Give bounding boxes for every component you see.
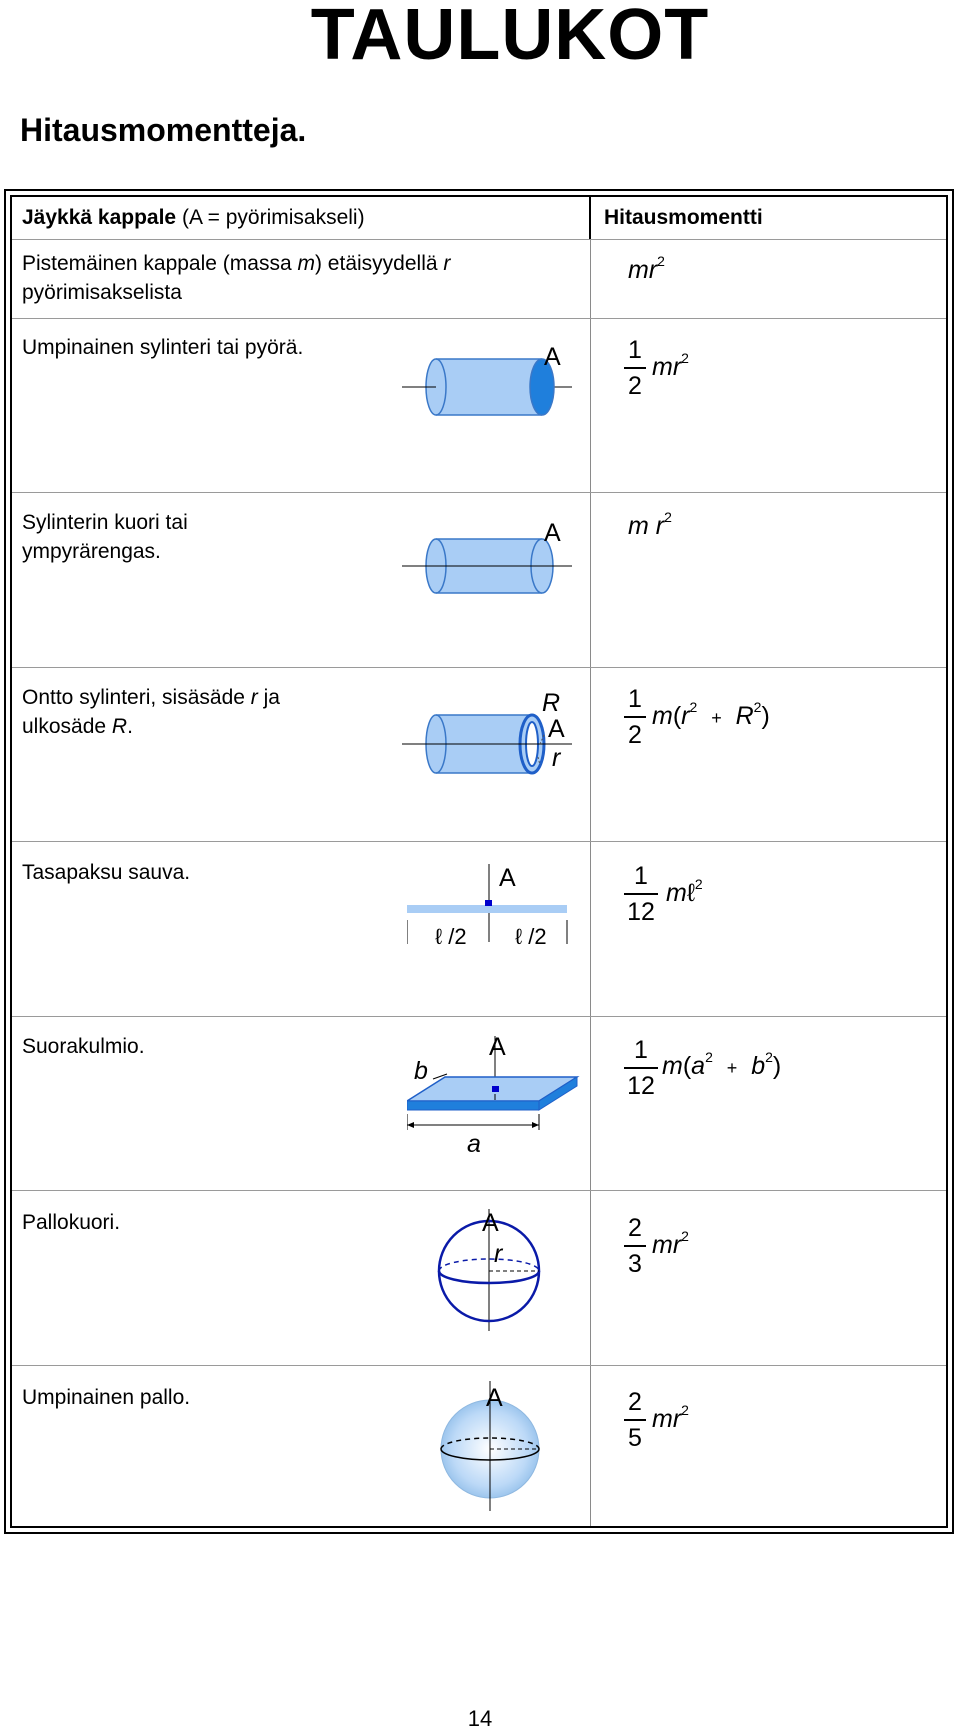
row6-b-label <box>414 1057 428 1086</box>
row-separator <box>12 1365 946 1366</box>
column-divider <box>590 197 591 1526</box>
row-separator <box>12 318 946 319</box>
header-column-divider <box>589 197 591 239</box>
row8-fraction-den: 5 <box>628 1423 642 1452</box>
header-body-bold: Jäykkä kappale <box>22 206 177 229</box>
row3-text-b: ympyrärengas. <box>22 540 161 563</box>
row2-formula-expr: mr <box>652 353 682 381</box>
row7-r-text: r <box>494 1240 503 1268</box>
row5-fraction-den: 12 <box>627 897 655 926</box>
row4-axis-label: A <box>548 715 565 743</box>
row5-axis-label: A <box>499 864 516 892</box>
row4-formula-r: r <box>681 702 690 730</box>
row4-formula <box>652 699 770 731</box>
row8-axis-label: A <box>486 1384 503 1412</box>
row4-formula-m: m <box>652 702 673 730</box>
row8-formula-exp: 2 <box>681 1402 689 1418</box>
row6-b-text: b <box>414 1057 428 1085</box>
row6-a-text: a <box>467 1130 481 1158</box>
row-separator <box>12 841 946 842</box>
row6-axis-label: A <box>489 1033 506 1061</box>
row1-text-a: Pistemäinen kappale (massa <box>22 252 298 275</box>
row4-fraction-num: 1 <box>628 685 642 713</box>
row2-fraction-den: 2 <box>628 371 642 400</box>
row7-fraction-den: 3 <box>628 1249 642 1278</box>
row7-formula-expr: mr <box>652 1231 682 1259</box>
row3-formula-m: m <box>628 512 649 540</box>
row5-description: Tasapaksu sauva. <box>22 861 191 884</box>
fraction-bar <box>624 1419 646 1421</box>
row4-formula-exp2: 2 <box>753 699 762 715</box>
section-heading: Hitausmomentteja. <box>20 112 307 148</box>
row7-description: Pallokuori. <box>22 1211 121 1234</box>
row7-r-label <box>494 1240 502 1269</box>
row1-text-m: m <box>297 252 315 275</box>
row3-axis-label: A <box>544 519 561 547</box>
fraction-bar <box>624 1067 658 1069</box>
row7-axis-label: A <box>482 1209 499 1237</box>
row-separator <box>12 239 946 240</box>
fraction-bar <box>624 367 646 369</box>
row7-fraction-num: 2 <box>628 1214 642 1242</box>
row5-formula <box>666 876 703 908</box>
row4-text-R: R <box>111 715 128 738</box>
row4-formula-R: R <box>735 702 754 730</box>
row1-formula-m: m <box>628 256 649 284</box>
row4-fraction-den: 2 <box>628 720 642 749</box>
row3-formula <box>628 509 672 541</box>
row-separator <box>12 1190 946 1191</box>
row1-description <box>22 249 450 307</box>
inertia-table-inner <box>10 195 948 1528</box>
row4-text-r: r <box>250 686 258 709</box>
inertia-table <box>4 189 954 1534</box>
row4-text-a: Ontto sylinteri, sisäsäde <box>22 686 251 709</box>
row7-formula-exp: 2 <box>681 1228 689 1244</box>
row1-formula <box>628 253 665 285</box>
row4-formula-exp1: 2 <box>689 699 698 715</box>
row5-half-right: ℓ /2 <box>515 924 547 949</box>
row-separator <box>12 667 946 668</box>
row1-formula-r: r <box>648 256 658 284</box>
row6-description: Suorakulmio. <box>22 1035 145 1058</box>
row2-axis-label: A <box>544 343 561 371</box>
row4-formula-close: ) <box>761 702 770 730</box>
row3-description <box>22 508 188 566</box>
rod-diagram <box>407 862 577 952</box>
page-number: 14 <box>467 1706 493 1731</box>
row7-formula <box>652 1228 689 1260</box>
header-body-column <box>22 206 365 230</box>
row4-formula-plus: + <box>711 708 722 728</box>
row5-formula-l: ℓ <box>686 879 695 907</box>
fraction-bar <box>624 1245 646 1247</box>
row6-formula-plus: + <box>726 1058 738 1078</box>
row-separator <box>12 1016 946 1017</box>
row4-R-label <box>542 689 560 718</box>
row2-fraction <box>624 335 646 401</box>
row6-fraction-den: 12 <box>627 1071 655 1100</box>
row2-description: Umpinainen sylinteri tai pyörä. <box>22 336 304 359</box>
header-moment-column: Hitausmomentti <box>604 206 763 229</box>
row4-fraction <box>624 684 646 750</box>
row8-fraction-num: 2 <box>628 1388 642 1416</box>
row5-fraction-num: 1 <box>634 862 648 890</box>
fraction-bar <box>624 893 658 895</box>
row2-formula <box>652 350 689 382</box>
row5-formula-m: m <box>666 879 687 907</box>
row3-formula-exp: 2 <box>664 509 672 525</box>
row8-description: Umpinainen pallo. <box>22 1386 191 1409</box>
row6-fraction <box>624 1035 658 1101</box>
row6-formula-close: ) <box>772 1052 782 1080</box>
row5-half-left: ℓ /2 <box>435 924 467 949</box>
row8-formula-expr: mr <box>652 1405 682 1433</box>
row4-r-text: r <box>552 744 561 772</box>
row6-formula-a: a <box>691 1052 706 1080</box>
row4-text-d: . <box>127 715 133 738</box>
row-separator <box>12 492 946 493</box>
row8-formula <box>652 1402 689 1434</box>
row6-formula <box>662 1049 781 1081</box>
row5-formula-exp: 2 <box>694 876 703 892</box>
row1-text-r: r <box>443 252 451 275</box>
row2-formula-exp: 2 <box>681 350 689 366</box>
row3-text-a: Sylinterin kuori tai <box>22 511 188 534</box>
row6-formula-exp1: 2 <box>705 1049 713 1065</box>
row4-R-text: R <box>542 689 561 717</box>
row6-formula-open: ( <box>682 1052 692 1080</box>
row4-formula-open: ( <box>672 702 682 730</box>
row4-description <box>22 683 280 741</box>
row4-text-b: ja <box>257 686 280 709</box>
row6-a-label <box>467 1130 481 1159</box>
row6-formula-m: m <box>662 1052 683 1080</box>
row6-formula-b: b <box>751 1052 766 1080</box>
row3-formula-r: r <box>655 512 665 540</box>
row7-fraction <box>624 1213 646 1279</box>
row6-formula-exp2: 2 <box>765 1049 773 1065</box>
row1-text-c: pyörimisakselista <box>22 281 182 304</box>
fraction-bar <box>624 716 646 718</box>
row1-formula-exp: 2 <box>657 253 665 269</box>
row4-text-c: ulkosäde <box>22 715 112 738</box>
row8-fraction <box>624 1387 646 1453</box>
header-body-rest: (A = pyörimisakseli) <box>176 206 365 229</box>
row1-text-b: ) etäisyydellä <box>314 252 444 275</box>
row5-fraction <box>624 861 658 927</box>
row6-fraction-num: 1 <box>634 1036 648 1064</box>
row4-r-label <box>552 744 560 773</box>
row2-fraction-num: 1 <box>628 336 642 364</box>
page-title: TAULUKOT <box>310 0 710 75</box>
